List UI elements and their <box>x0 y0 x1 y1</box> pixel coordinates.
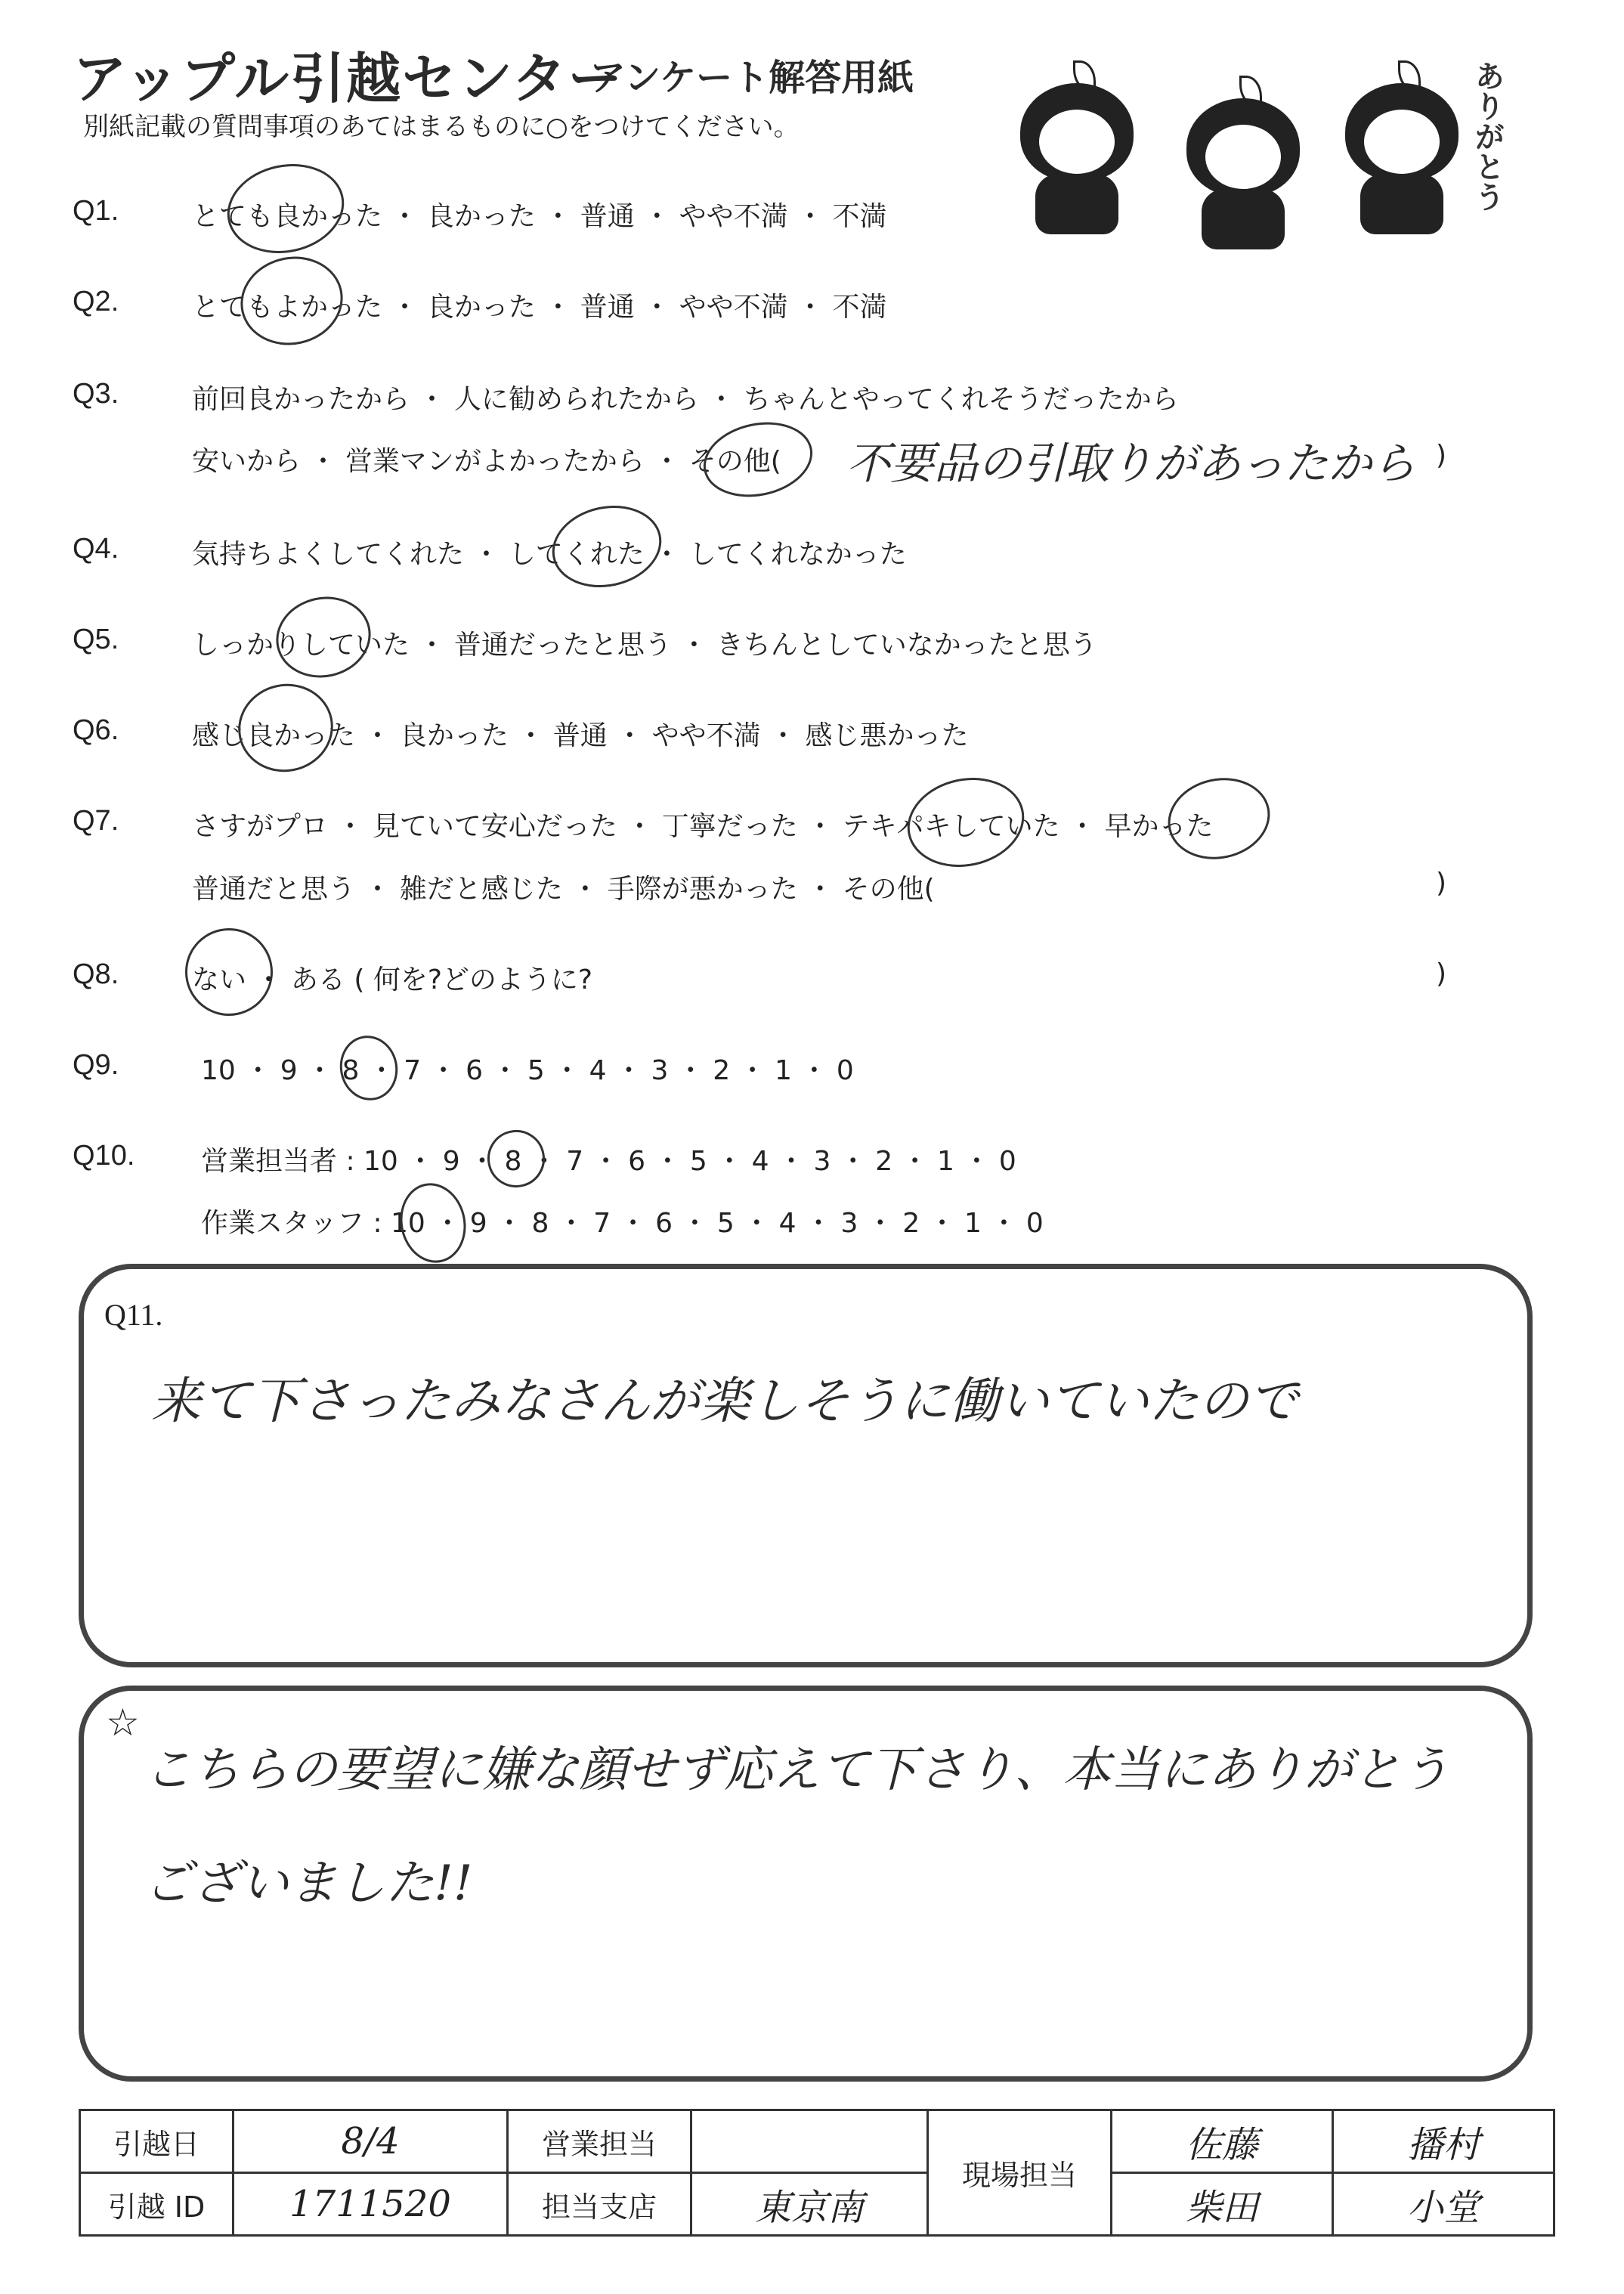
answer-circle <box>545 496 670 597</box>
q3-label: Q3. <box>73 378 119 410</box>
q2-label: Q2. <box>73 286 119 317</box>
q10-staff-scale: 作業スタッフ : 10 ・ 9 ・ 8 ・ 7 ・ 6 ・ 5 ・ 4 ・ 3 ・ 2 ・ 1 ・ 0 <box>201 1208 1044 1239</box>
footer-info-table <box>79 2109 1555 2237</box>
answer-circle <box>219 153 353 264</box>
answer-circle <box>230 675 341 781</box>
answer-circle <box>482 1125 550 1193</box>
answer-circle <box>334 1030 404 1106</box>
answer-circle <box>232 247 351 354</box>
answer-circle <box>393 1177 473 1269</box>
q5-label: Q5. <box>73 624 119 655</box>
site-staff-1: 佐藤 <box>1112 2110 1333 2173</box>
move-date-label: 引越日 <box>80 2110 234 2173</box>
answer-circle <box>268 588 378 686</box>
q4-label: Q4. <box>73 533 119 565</box>
site-staff-2: 播村 <box>1333 2110 1554 2173</box>
q6-options: 感じ良かった ・ 良かった ・ 普通 ・ やや不満 ・ 感じ悪かった <box>192 720 969 751</box>
q10-label: Q10. <box>73 1140 135 1172</box>
move-id-label: 引越 ID <box>80 2173 234 2236</box>
mascot-gorilla <box>1179 76 1307 249</box>
site-staff-3: 柴田 <box>1112 2173 1333 2236</box>
q7-close-paren: ) <box>1436 868 1447 899</box>
site-label: 現場担当 <box>928 2110 1112 2236</box>
answer-circle <box>1160 769 1277 868</box>
mascot-gorilla <box>1338 60 1466 234</box>
site-staff-4: 小堂 <box>1333 2173 1554 2236</box>
q7-options-line1: さすがプロ ・ 見ていて安心だった ・ 丁寧だった ・ テキパキしていた ・ 早かった <box>192 811 1214 842</box>
q1-options: とても良かった ・ 良かった ・ 普通 ・ やや不満 ・ 不満 <box>192 201 887 232</box>
q3-close-paren: ) <box>1436 440 1447 471</box>
arigato-text: ありがとう <box>1470 60 1505 212</box>
q11-box-label: Q11. <box>104 1298 163 1332</box>
q5-options: しっかりしていた ・ 普通だったと思う ・ きちんとしていなかったと思う <box>192 630 1097 661</box>
branch-value: 東京南 <box>691 2173 928 2236</box>
q7-label: Q7. <box>73 805 119 837</box>
q8-close-paren: ) <box>1436 958 1447 989</box>
q9-label: Q9. <box>73 1049 119 1081</box>
answer-circle <box>697 413 820 506</box>
comment-line1: こちらの要望に嫌な顔せず応えて下さり、本当にありがとう <box>144 1742 1449 1798</box>
move-date-value: 8/4 <box>234 2110 508 2173</box>
q2-options: とてもよかった ・ 良かった ・ 普通 ・ やや不満 ・ 不満 <box>192 292 887 323</box>
sales-label: 営業担当 <box>508 2110 691 2173</box>
branch-label: 担当支店 <box>508 2173 691 2236</box>
q3-options-line1: 前回良かったから ・ 人に勧められたから ・ ちゃんとやってくれそうだったから <box>192 384 1179 415</box>
star-icon: ☆ <box>106 1701 140 1744</box>
q8-options: ない ・ ある ( 何を?どのように? <box>192 964 593 995</box>
q11-answer-box <box>79 1264 1533 1667</box>
q4-options: 気持ちよくしてくれた ・ してくれた ・ してくれなかった <box>192 539 907 570</box>
answer-circle <box>177 920 281 1024</box>
form-subtitle: アンケート解答用紙 <box>589 57 914 99</box>
move-id-value: 1711520 <box>234 2173 508 2236</box>
q3-options-line2: 安いから ・ 営業マンがよかったから ・ その他( <box>192 446 781 477</box>
form-title: アップル引越センター <box>73 47 624 110</box>
instruction-text: 別紙記載の質問事項のあてはまるものに○をつけてください。 <box>83 112 800 142</box>
q7-options-line2: 普通だと思う ・ 雑だと感じた ・ 手際が悪かった ・ その他( <box>192 874 935 905</box>
q9-scale: 10 ・ 9 ・ 8 ・ 7 ・ 6 ・ 5 ・ 4 ・ 3 ・ 2 ・ 1 ・ 0 <box>201 1055 854 1086</box>
mascot-illustration <box>982 45 1511 242</box>
q10-sales-scale: 営業担当者 : 10 ・ 9 ・ 8 ・ 7 ・ 6 ・ 5 ・ 4 ・ 3 ・ 2 ・ 1 ・ 0 <box>201 1146 1016 1177</box>
comment-line2: ございました!! <box>144 1856 473 1912</box>
mascot-gorilla <box>1013 60 1141 234</box>
sales-value <box>691 2110 928 2173</box>
q8-label: Q8. <box>73 958 119 990</box>
q1-label: Q1. <box>73 195 119 227</box>
q11-handwritten-answer: 来て下さったみなさんが楽しそうに働いていたので <box>151 1372 1298 1430</box>
q6-label: Q6. <box>73 714 119 746</box>
q3-other-handwritten: 不要品の引取りがあったから <box>846 438 1416 489</box>
answer-circle <box>899 767 1033 878</box>
